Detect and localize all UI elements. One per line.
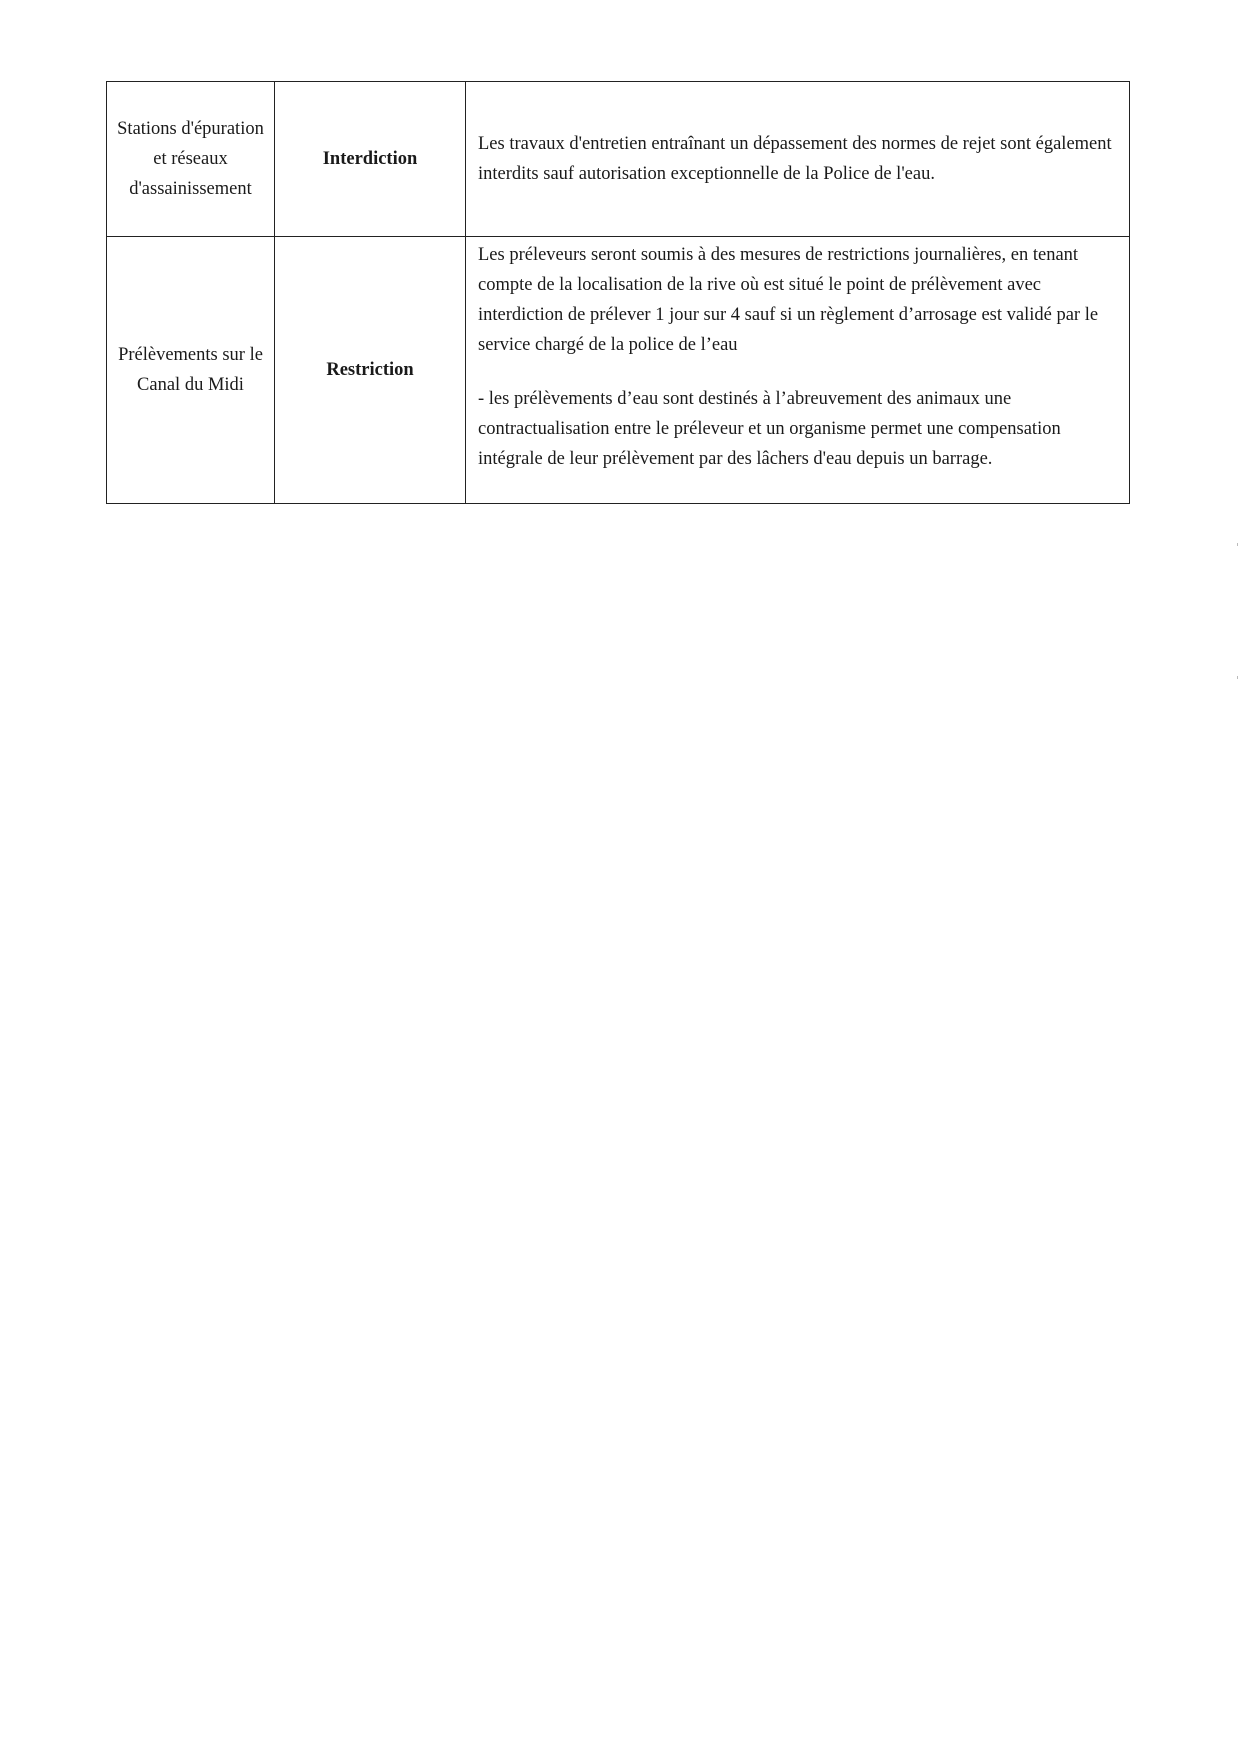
restrictions-table [106,81,1130,504]
table-row [107,82,1130,237]
measure-cell: Interdiction [275,82,466,237]
subject-cell: Stations d'épuration et réseaux d'assainissement [107,82,275,237]
detail-cell [466,82,1130,237]
detail-paragraph: - les prélèvements d’eau sont destinés à l’abreuvement des animaux une contractualisation entre le préleveur et un organisme permet une compensation intégrale de leur prélèvement par des lâchers d'eau depuis un barrage. [478,389,1061,469]
detail-paragraph: Les travaux d'entretien entraînant un dépassement des normes de rejet sont également interdits sauf autorisation exceptionnelle de la Police de l'eau. [478,134,1112,184]
detail-cell [466,237,1130,504]
subject-cell: Prélèvements sur le Canal du Midi [107,237,275,504]
measure-cell: Restriction [275,237,466,504]
scan-mark [1237,676,1238,679]
table-row [107,237,1130,504]
scan-mark [1237,543,1238,546]
detail-paragraph: Les préleveurs seront soumis à des mesures de restrictions journalières, en tenant compte de la localisation de la rive où est situé le point de prélèvement avec interdiction de prélever 1 jour sur 4 sauf si un règlement d’arrosage est validé par le service chargé de la police de l’eau [478,245,1099,355]
